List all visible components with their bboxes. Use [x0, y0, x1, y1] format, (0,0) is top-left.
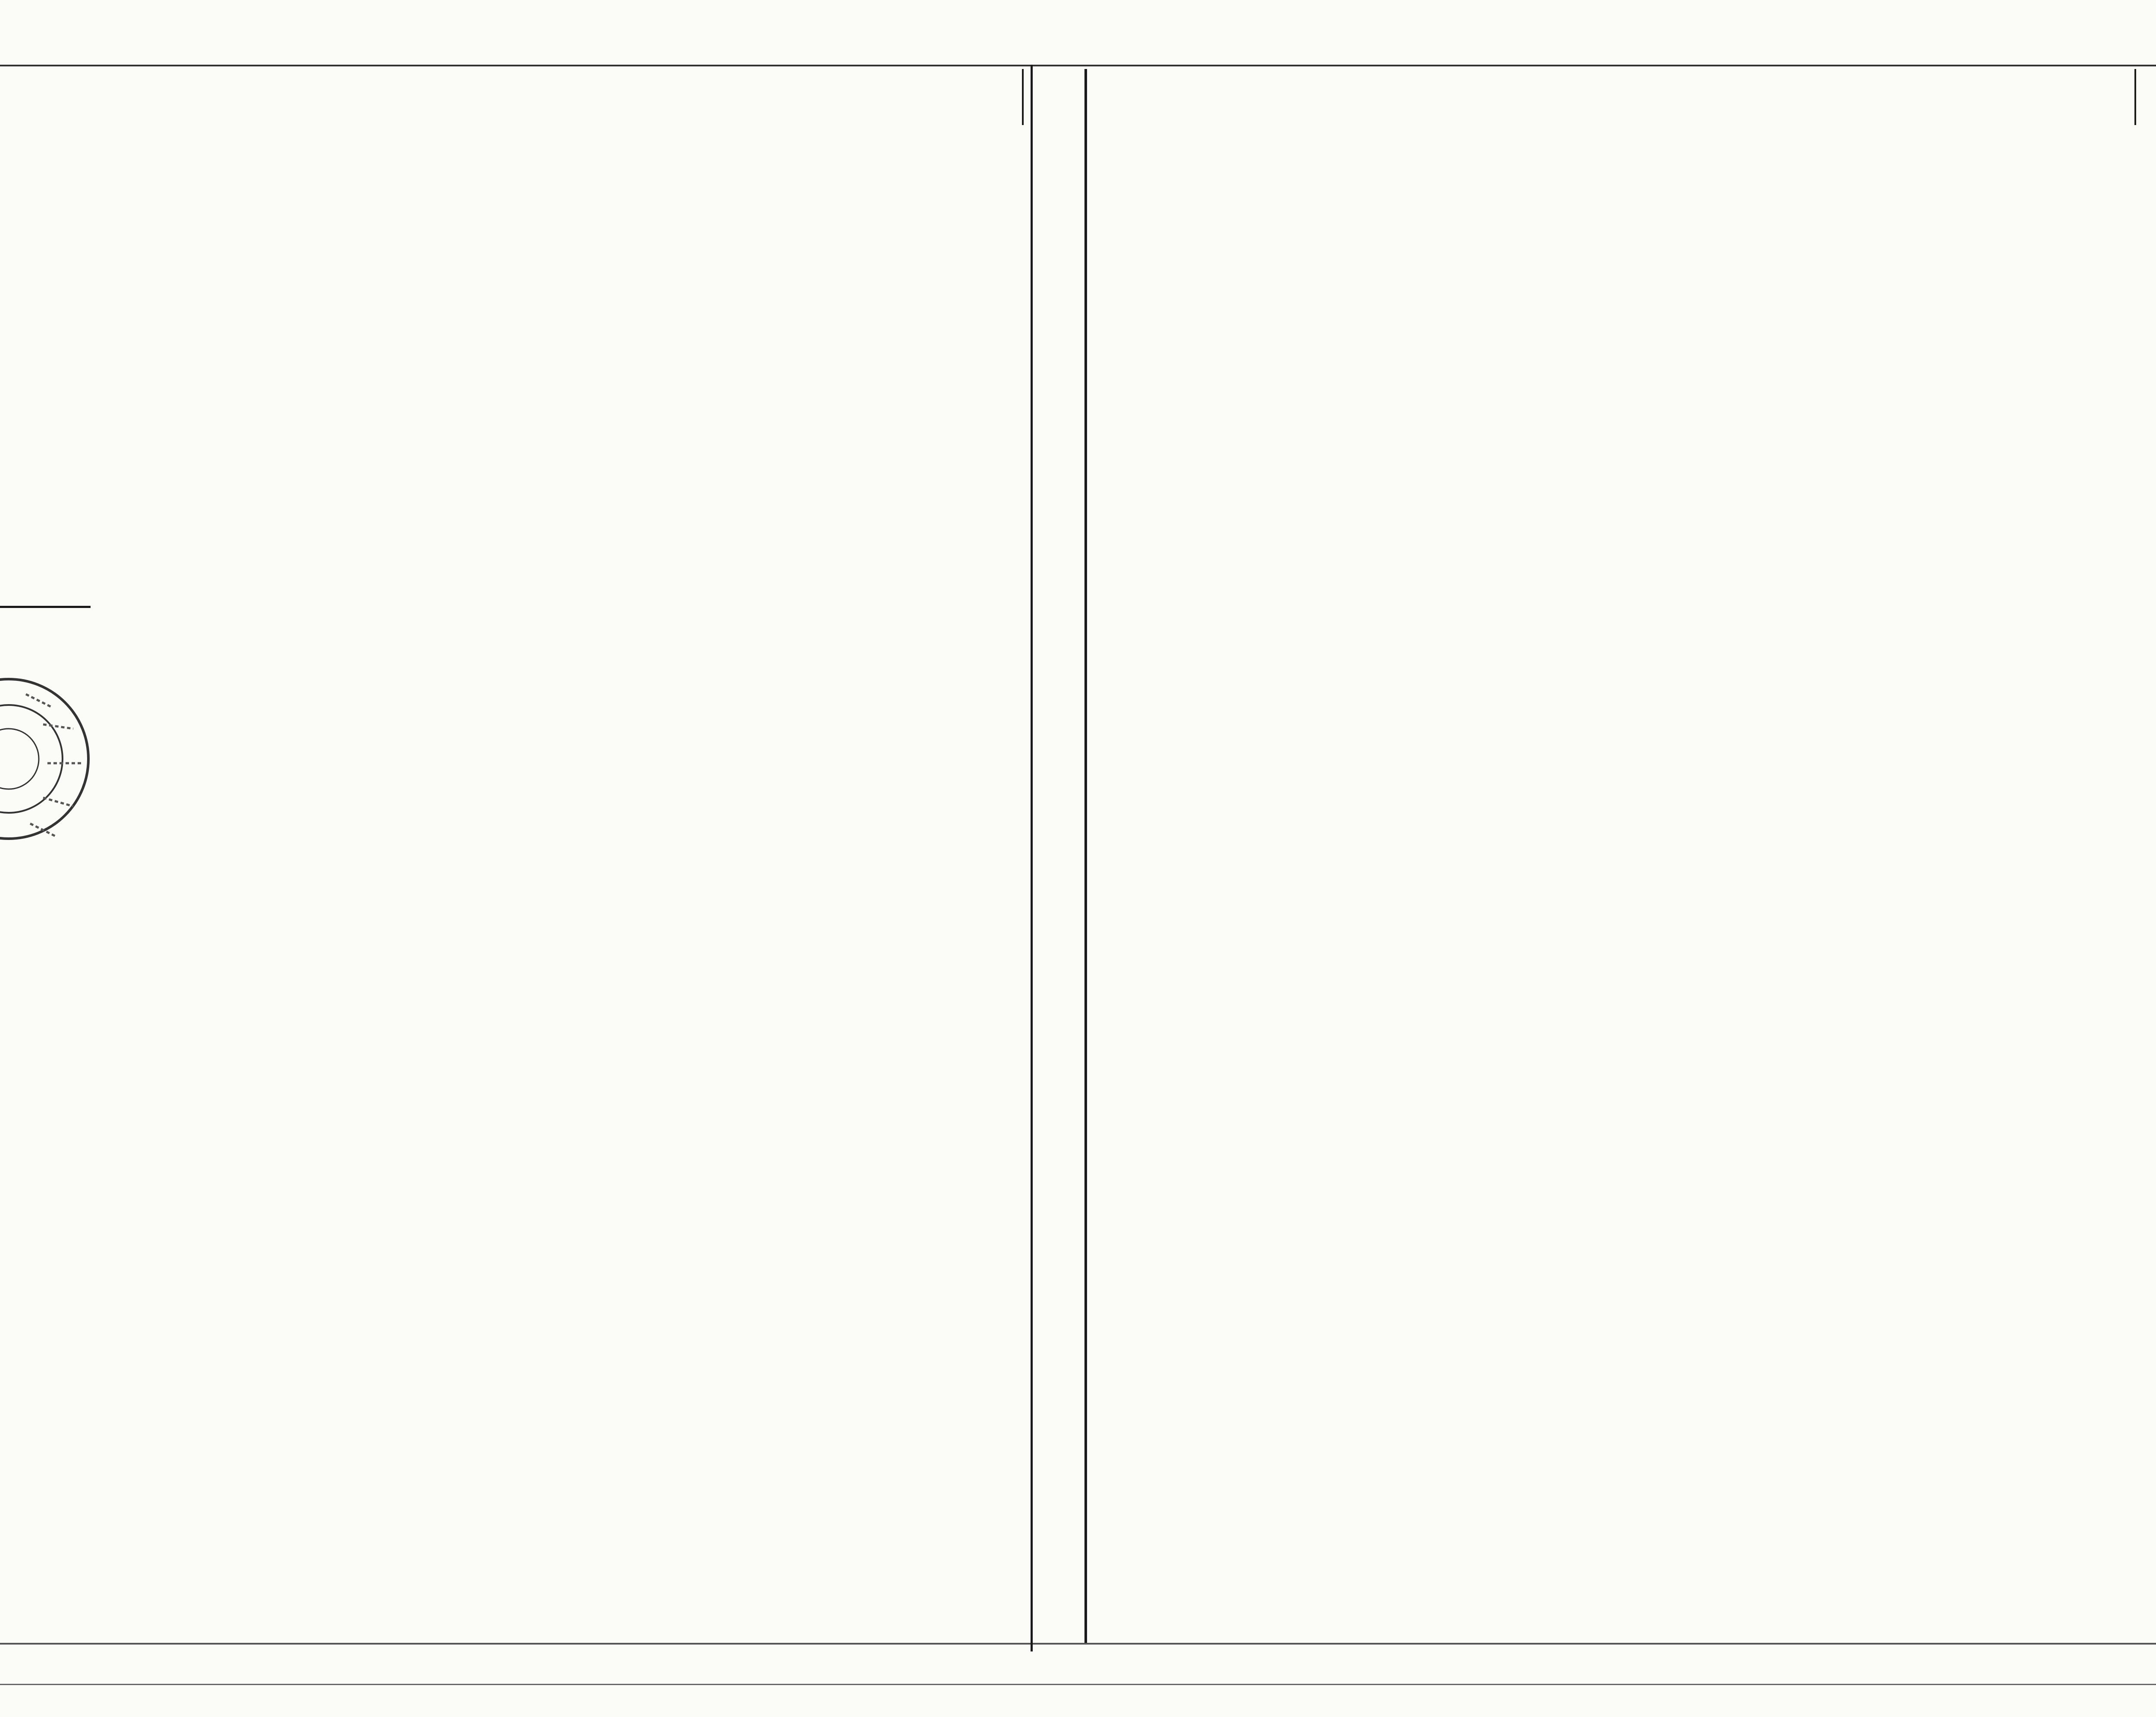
sheet-right — [1199, 123, 2156, 1554]
round-seal — [0, 655, 99, 862]
sheet-left — [93, 123, 1065, 1554]
